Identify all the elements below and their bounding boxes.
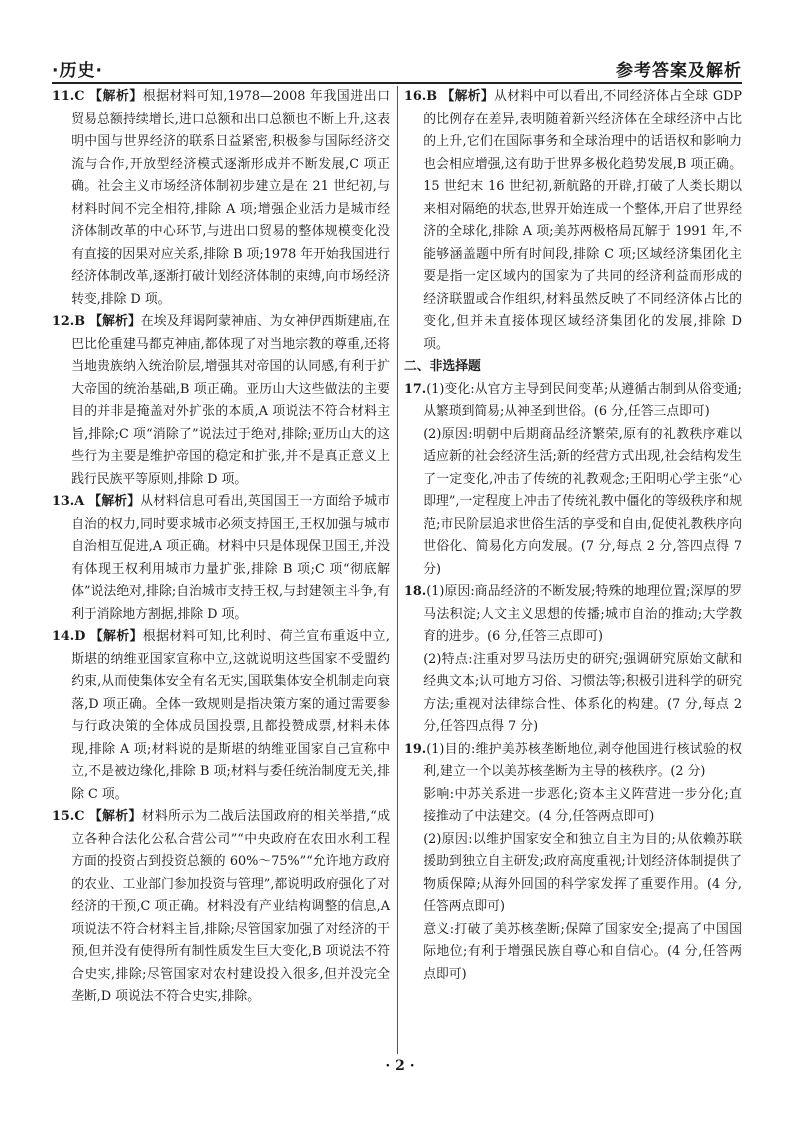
- document-title: 参考答案及解析: [616, 61, 742, 81]
- answer-paragraph: 意义:打破了美苏核垄断;保障了国家安全;提高了中国国际地位;有利于增强民族自尊心和自信心。(4 分,任答两点即可): [423, 921, 742, 982]
- answer-item-13: [52, 491, 390, 626]
- answer-item-17: [404, 379, 742, 424]
- answer-number: 13.A: [52, 494, 85, 509]
- answer-paragraph: (2)特点:注重对罗马法历史的研究;强调研究原始文献和经典文本;认可地方习俗、习惯法等;积极引进科学的研究方法;重视对法律综合性、体系化的构建。(7 分,每点 2 分,任答四点得 7 分): [423, 651, 742, 734]
- page-header: [52, 52, 742, 84]
- answer-number: 12.B: [52, 314, 86, 329]
- answer-number: 17.: [404, 381, 427, 397]
- analysis-tag: 【解析】: [88, 494, 141, 509]
- answer-text: (1)原因:商品经济的不断发展;特殊的地理位置;深厚的罗马法积淀;人文主义思想的传播;城市自治的推动;大学教育的进步。(6 分,任答三点即可): [423, 584, 742, 644]
- section-heading: 二、非选择题: [404, 359, 481, 374]
- left-column: [52, 86, 390, 1009]
- column-divider: [397, 86, 398, 1054]
- answer-item-12: [52, 311, 390, 491]
- answer-paragraph: 影响:中苏关系进一步恶化;资本主义阵营进一步分化;直接推动了中法建交。(4 分,任答两点即可): [423, 786, 742, 824]
- answer-number: 14.D: [52, 629, 86, 644]
- subject-label: ·历史·: [52, 61, 103, 81]
- answer-item-19: [404, 739, 742, 784]
- analysis-tag: 【解析】: [89, 314, 141, 329]
- page-number: · 2 ·: [385, 1058, 415, 1074]
- analysis-text: 根据材料可知,比利时、荷兰宣布重返中立,斯堪的纳维亚国家宣称中立,这就说明这些国家不受盟约约束,从而使集体安全有名无实,国联集体安全机制走向衰落,D 项正确。全体一致规则是指决策方案的通过需要参与行政决策的全体成员国投票,且都投赞成票,材料未体现,排除 A 项;材料说的是斯堪的纳维亚国家自己宣称中立,不是被边缘化,排除 B 项;材料与委任统治制度无关,排除 C 项。: [71, 629, 390, 802]
- answer-item-16: [404, 86, 742, 356]
- analysis-tag: 【解析】: [441, 89, 495, 104]
- answer-paragraph: (2)原因:以维护国家安全和独立自主为目的;从依赖苏联援助到独立自主研发;政府高度重视;计划经济体制提供了物质保障;从海外回国的科学家发挥了重要作用。(4 分,任答两点即可): [423, 831, 742, 914]
- analysis-text: 根据材料可知,1978—2008 年我国进出口贸易总额持续增长,进口总额和出口总额也不断上升,这表明中国与世界经济的联系日益紧密,积极参与国际经济交流与合作,开放型经济模式逐渐形成并不断发展,C 项正确。社会主义市场经济体制初步建立是在 21 世纪初,与材料时间不完全相符,排除 A 项;增强企业活力是城市经济体制改革的中心环节,与进出口贸易的整体规模变化没有直接的因果对应关系,排除 B 项;1978 年开始我国进行经济体制改革,逐渐打破计划经济体制的束缚,向市场经济转变,排除 D 项。: [71, 89, 390, 307]
- analysis-text: 从材料中可以看出,不同经济体占全球 GDP 的比例存在差异,表明随着新兴经济体在全球经济中占比的上升,它们在国际事务和全球治理中的话语权和影响力也会相应增强,这有助于世界多极化趋势发展,B 项正确。15 世纪末 16 世纪初,新航路的开辟,打破了人类长期以来相对隔绝的状态,世界开始连成一个整体,开启了世界经济的全球化,排除 A 项;美苏两极格局瓦解于 1991 年,不能够涵盖题中所有时间段,排除 C 项;区域经济集团化主要是指一定区域内的国家为了共同的经济利益而形成的经济联盟或合作组织,材料虽然反映了不同经济体占比的变化,但并未直接体现区域经济集团化的发展,排除 D 项。: [423, 89, 743, 352]
- analysis-tag: 【解析】: [88, 809, 142, 824]
- answer-number: 15.C: [52, 809, 85, 824]
- analysis-tag: 【解析】: [89, 89, 143, 104]
- answer-number: 11.C: [52, 89, 85, 104]
- answer-paragraph: (2)原因:明朝中后期商品经济繁荣,原有的礼教秩序难以适应新的社会经济生活;新的经营方式出现,社会结构发生了一定变化,冲击了传统的礼教观念;王阳明心学主张“心即理”,一定程度上冲击了传统礼教中僵化的等级秩序和规范;市民阶层追求世俗生活的享受和自由,促使礼教秩序向世俗化、简易化方向发展。(7 分,每点 2 分,答四点得 7 分): [423, 426, 742, 577]
- analysis-tag: 【解析】: [89, 629, 143, 644]
- answer-item-15: [52, 806, 390, 1009]
- analysis-text: 材料所示为二战后法国政府的相关举措,“成立各种合法化公私合营公司”“中央政府在农田水利工程方面的投资占到投资总额的 60%～75%”“允许地方政府的农业、工业部门参加投资与管理”,都说明政府强化了对经济的干预,C 项正确。材料没有产业结构调整的信息,A 项说法不符合材料主旨,排除;尽管国家加强了对经济的干预,但并没有使得所有制性质发生巨大变化,B 项说法不符合史实,排除;尽管国家对农村建设投入很多,但并没完全垄断,D 项说法不符合史实,排除。: [71, 809, 390, 1004]
- analysis-text: 在埃及拜谒阿蒙神庙、为女神伊西斯建庙,在巴比伦重建马都克神庙,都体现了对当地宗教的尊重,还将当地贵族纳入统治阶层,增强其对帝国的认同感,有利于扩大帝国的统治基础,B 项正确。亚历山大这些做法的主要目的并非是掩盖对外扩张的本质,A 项说法不符合材料主旨,排除;C 项“消除了”说法过于绝对,排除;亚历山大的这些行为主要是维护帝国的稳定和扩张,并不是真正意义上践行民族平等原则,排除 D 项。: [71, 314, 390, 487]
- analysis-text: 从材料信息可看出,英国国王一方面给予城市自治的权力,同时要求城市必须支持国王,王权加强与城市自治相互促进,A 项正确。材料中只是体现保卫国王,并没有体现王权利用城市力量扩张,排除 B 项;C 项“彻底解体”说法绝对,排除;自治城市支持王权,与封建领主斗争,有利于消除地方割据,排除 D 项。: [71, 494, 391, 622]
- answer-text: (1)变化:从官方主导到民间变革;从遵循古制到从俗变通;从繁琐到简易;从神圣到世俗。(6 分,任答三点即可): [423, 381, 742, 419]
- answer-item-18: [404, 581, 742, 649]
- answer-number: 16.B: [404, 89, 438, 104]
- answer-item-11: [52, 86, 390, 311]
- right-column: [404, 86, 742, 986]
- answer-item-14: [52, 626, 390, 806]
- answer-number: 19.: [404, 741, 427, 757]
- answer-text: (1)目的:维护美苏核垄断地位,剥夺他国进行核试验的权利,建立一个以美苏核垄断为主导的核秩序。(2 分): [423, 741, 742, 779]
- answer-number: 18.: [404, 584, 427, 599]
